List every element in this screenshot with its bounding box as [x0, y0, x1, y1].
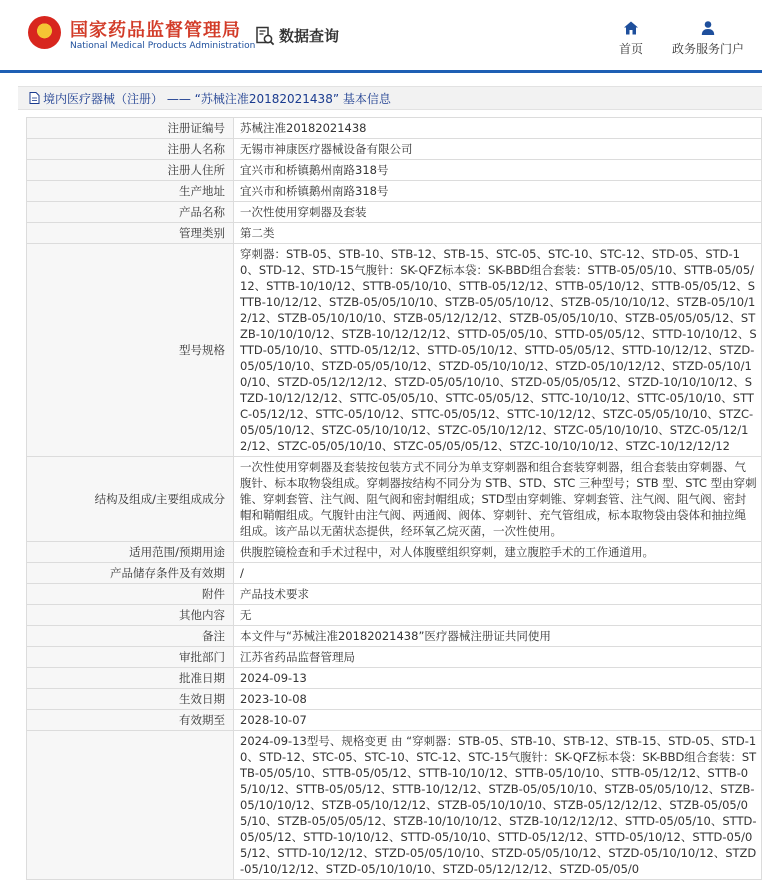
- field-label: 产品储存条件及有效期: [27, 563, 234, 584]
- nav-home-label: 首页: [618, 42, 643, 56]
- national-emblem-logo[interactable]: [28, 16, 61, 49]
- document-search-icon: [255, 26, 275, 46]
- table-row: [27, 223, 762, 244]
- field-value: 2023-10-08: [234, 689, 762, 710]
- field-value: 产品技术要求: [234, 584, 762, 605]
- table-row: [27, 139, 762, 160]
- site-header: [0, 0, 762, 70]
- field-value: 宜兴市和桥镇鹅州南路318号: [234, 160, 762, 181]
- field-label: 注册证编号: [27, 118, 234, 139]
- data-query-label: 数据查询: [279, 27, 340, 45]
- field-value: 无: [234, 605, 762, 626]
- field-label: 有效期至: [27, 710, 234, 731]
- table-row: [27, 647, 762, 668]
- table-row: [27, 181, 762, 202]
- table-row: [27, 689, 762, 710]
- field-value: 本文件与“苏械注准20182021438”医疗器械注册证共同使用: [234, 626, 762, 647]
- field-label: 型号规格: [27, 244, 234, 457]
- field-label: 审批部门: [27, 647, 234, 668]
- table-row: [27, 118, 762, 139]
- field-label: 注册人名称: [27, 139, 234, 160]
- field-value: 无锡市神康医疗器械设备有限公司: [234, 139, 762, 160]
- field-value: 江苏省药品监督管理局: [234, 647, 762, 668]
- table-row: [27, 542, 762, 563]
- site-subtitle: National Medical Products Administration: [70, 41, 256, 51]
- table-row: [27, 202, 762, 223]
- table-row: [27, 160, 762, 181]
- breadcrumb-text[interactable]: 境内医疗器械（注册） —— “苏械注准20182021438” 基本信息: [43, 91, 391, 106]
- field-label: 批准日期: [27, 668, 234, 689]
- table-row: [27, 563, 762, 584]
- table-row: [27, 668, 762, 689]
- field-label: 备注: [27, 626, 234, 647]
- data-query-link[interactable]: [255, 25, 339, 46]
- field-value: /: [234, 563, 762, 584]
- nav-home[interactable]: [596, 20, 666, 57]
- field-label: 适用范围/预期用途: [27, 542, 234, 563]
- field-value: 2024-09-13型号、规格变更 由 “穿刺器：STB-05、STB-10、STB-12、STB-15、STD-05、STD-10、STD-12、STC-05、STC-10、STC-12、STC-15气腹针：SK-QFZ标本袋：SK-BBD组合套装：STTB-05/05/10、STTB-05/05/12、STTB-10/10/12、STTB-05/10/10、STTB-05/12/12、STTB-05/10/12、STTB-05/05/12、STTB-10/12/12、STZB-05/05/10/10、STZB-05/05/10/12、STZB-05/10/10/12、STZB-05/10/12/12、STZB-05/10/10/10、STZB-05/12/12/12、STZB-05/05/05/10、STZB-05/05/05/12、STZB-10/10/10/12、STZB-10/12/12/12、STTD-05/05/10、STTD-05/05/12、STTD-10/10/12、STTD-05/10/10、STTD-05/12/12、STTD-05/10/12、STTD-05/05/12、STTD-10/12/12、STZD-05/05/10/10、STZD-05/05/10/12、STZD-05/10/10/12、STZD-05/10/12/12、STZD-05/10/10/10、STZD-05/12/12/12、STZD-05/05/0: [234, 731, 762, 880]
- home-icon: [623, 20, 639, 36]
- table-row: [27, 584, 762, 605]
- field-label: 附件: [27, 584, 234, 605]
- field-value: 穿刺器：STB-05、STB-10、STB-12、STB-15、STC-05、STC-10、STC-12、STD-05、STD-10、STD-12、STD-15气腹针：SK-QFZ标本袋：SK-BBD组合套装：STTB-05/05/10、STTB-05/05/12、STTB-10/10/12、STTB-05/10/10、STTB-05/12/12、STTB-05/10/12、STTB-05/05/12、STTB-10/12/12、STZB-05/05/10/10、STZB-05/05/10/12、STZB-05/10/10/12、STZB-05/10/12/12、STZB-05/10/10/10、STZB-05/12/12/12、STZB-05/05/10/10、STZB-05/05/05/12、STZB-10/10/10/12、STZB-10/12/12/12、STTD-05/05/10、STTD-05/05/12、STTD-10/10/12、STTD-05/10/10、STTD-05/12/12、STTD-05/10/12、STTD-05/05/12、STTD-10/12/12、STZD-05/05/10/10、STZD-05/05/10/12、STZD-05/10/10/12、STZD-05/10/12/12、STZD-05/10/10/10、STZD-05/12/12/12、STZD-05/05/10/10、STZD-05/05/05/12、STZD-10/10/10/12、STZD-10/12/12/12、STTC-05/05/10、STTC-05/05/12、STTC-10/10/12、STTC-05/10/10、STTC-05/12/12、STTC-05/10/12、STTC-05/05/12、STTC-10/12/12、STZC-05/05/10/10、STZC-05/05/10/12、STZC-05/10/10/12、STZC-05/10/12/12、STZC-05/10/10/10、STZC-05/12/12/12、STZC-05/05/10/10、STZC-05/05/05/12、STZC-10/10/10/12、STZC-10/12/12/12: [234, 244, 762, 457]
- field-label: 管理类别: [27, 223, 234, 244]
- table-row: [27, 244, 762, 457]
- table-row: [27, 731, 762, 880]
- nav-gov-service-label: 政务服务门户: [672, 42, 745, 56]
- table-row: [27, 457, 762, 542]
- field-label: 产品名称: [27, 202, 234, 223]
- field-label: [27, 731, 234, 880]
- breadcrumb: [18, 86, 762, 110]
- field-label: 注册人住所: [27, 160, 234, 181]
- field-value: 第二类: [234, 223, 762, 244]
- table-row: [27, 605, 762, 626]
- field-value: 苏械注准20182021438: [234, 118, 762, 139]
- field-value: 宜兴市和桥镇鹅州南路318号: [234, 181, 762, 202]
- field-label: 结构及组成/主要组成成分: [27, 457, 234, 542]
- field-label: 生效日期: [27, 689, 234, 710]
- header-divider: [0, 70, 762, 73]
- user-icon: [700, 20, 716, 36]
- document-icon: [29, 92, 40, 104]
- site-title[interactable]: 国家药品监督管理局: [70, 20, 241, 41]
- field-value: 一次性使用穿刺器及套装: [234, 202, 762, 223]
- field-value: 2024-09-13: [234, 668, 762, 689]
- table-row: [27, 710, 762, 731]
- nav-gov-service[interactable]: [672, 20, 744, 57]
- field-value: 2028-10-07: [234, 710, 762, 731]
- field-value: 供腹腔镜检查和手术过程中，对人体腹壁组织穿刺，建立腹腔手术的工作通道用。: [234, 542, 762, 563]
- field-value: 一次性使用穿刺器及套装按包装方式不同分为单支穿刺器和组合套装穿刺器，组合套装由穿刺器、气腹针、标本取物袋组成。穿刺器按结构不同分为 STB、STD、STC 三种型号；STB 型、STC 型由穿刺锥、穿刺套管、注气阀、阻气阀和密封帽组成；STD型由穿刺锥、穿刺套管、注气阀、阻气阀、密封帽和鞘帽组成。气腹针由注气阀、两通阀、阀体、穿刺针、充气管组成，标本取物袋由袋体和抽拉绳组成。该产品以无菌状态提供，经环氧乙烷灭菌，一次性使用。: [234, 457, 762, 542]
- registration-detail-table: [26, 117, 762, 880]
- table-row: [27, 626, 762, 647]
- field-label: 生产地址: [27, 181, 234, 202]
- field-label: 其他内容: [27, 605, 234, 626]
